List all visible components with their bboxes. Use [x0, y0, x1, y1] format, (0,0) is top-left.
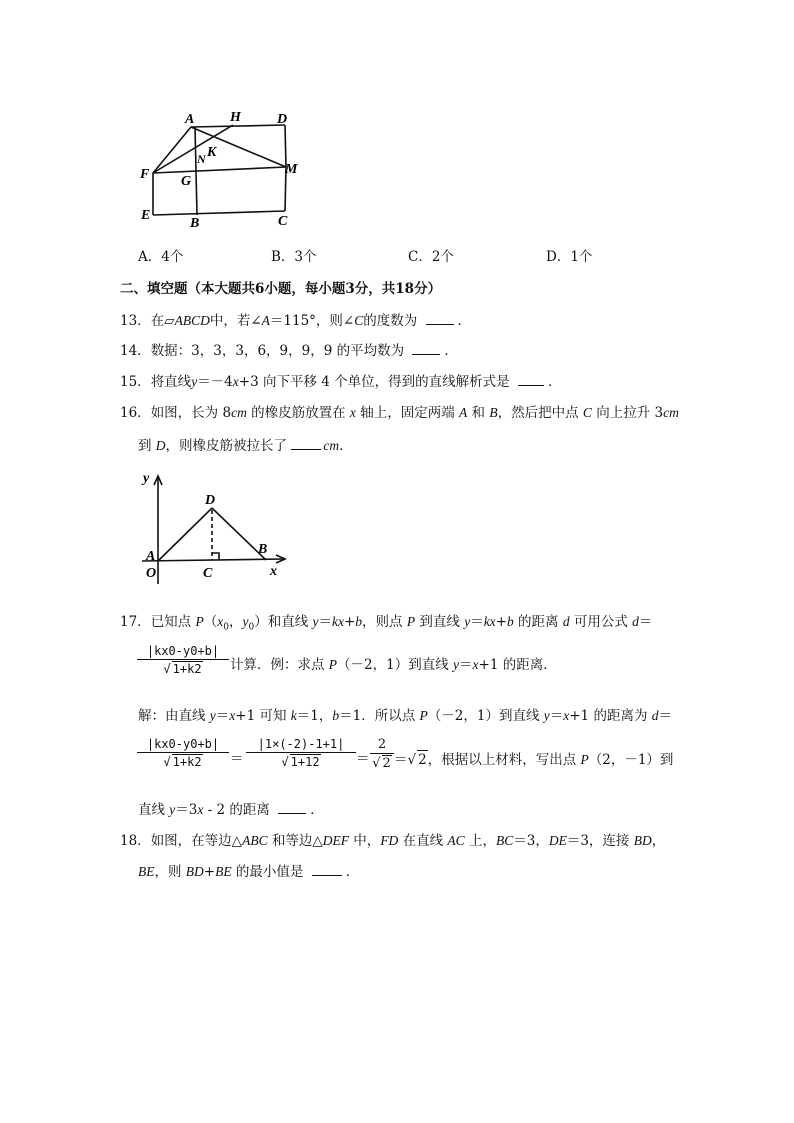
fig12-label-g: G	[181, 174, 192, 189]
fig12-label-m: M	[285, 162, 298, 177]
q12-option-d: D．1个	[546, 249, 593, 265]
answer-blank-18[interactable]	[312, 863, 342, 876]
question-18-line-2: BE，则 BD+BE 的最小值是 ．	[138, 864, 360, 880]
question-16-line-2: 到 D，则橡皮筋被拉长了 cm．	[138, 438, 353, 454]
fig12-label-e: E	[141, 208, 151, 223]
answer-blank-17[interactable]	[278, 801, 306, 814]
answer-blank-14[interactable]	[412, 342, 440, 355]
formula-fraction-3: |1×(-2)-1+1| √ 1+12	[246, 737, 356, 769]
fig16-label-y: y	[143, 471, 150, 486]
fig12-label-k: K	[207, 145, 217, 160]
q12-option-b: B．3个	[271, 249, 317, 265]
question-17-line-2: 计算．例：求点 P（－2，1）到直线 y＝x+1 的距离．	[230, 657, 557, 673]
formula-fraction-4: 2 √ 2	[370, 737, 394, 771]
q12-option-a: A．4个	[138, 249, 184, 265]
question-18-line-1: 18．如图，在等边△ABC 和等边△DEF 中，FD 在直线 AC 上，BC＝3，DE＝3，连接 BD，	[120, 833, 666, 849]
fig16-label-x: x	[270, 564, 277, 579]
fig12-label-d: D	[277, 112, 288, 127]
q16-coordinate-figure	[138, 466, 288, 586]
question-17-line-4: ＝√ 2，根据以上材料，写出点 P（2，－1）到	[394, 752, 674, 768]
section-heading-fill-blank: 二、填空题（本大题共6小题，每小题3分，共18分）	[120, 281, 442, 297]
fig12-label-a: A	[185, 112, 195, 127]
fig16-label-c: C	[203, 566, 213, 581]
q12-geometry-figure	[135, 105, 305, 230]
fig16-label-b: B	[258, 542, 268, 557]
question-15: 15．将直线y＝－4x+3 向下平移 4 个单位，得到的直线解析式是 ．	[120, 374, 562, 390]
fig16-label-d: D	[205, 493, 216, 508]
fig12-label-b: B	[190, 216, 200, 230]
question-14: 14．数据：3，3，3，6，9，9，9 的平均数为 ．	[120, 343, 458, 359]
fig12-label-f: F	[140, 167, 150, 182]
fig16-label-a: A	[146, 549, 156, 564]
q12-option-c: C．2个	[408, 249, 454, 265]
answer-blank-16[interactable]	[291, 437, 321, 450]
fig16-label-o: O	[146, 566, 157, 581]
question-13: 13．在▱ABCD中，若∠A＝115°，则∠C的度数为 ．	[120, 313, 472, 329]
fig12-label-c: C	[278, 214, 288, 229]
fig12-label-n: N	[197, 152, 206, 166]
answer-blank-15[interactable]	[518, 373, 544, 386]
question-17-line-5: 直线 y＝3x - 2 的距离 ．	[138, 802, 324, 818]
answer-blank-13[interactable]	[426, 312, 454, 325]
question-17-line-3: 解：由直线 y＝x+1 可知 k＝1，b＝1．所以点 P（－2，1）到直线 y＝x+1 的距离为 d＝	[138, 708, 672, 724]
formula-equals-2: ＝	[356, 751, 370, 767]
formula-equals-1: ＝	[230, 751, 244, 767]
fig12-label-h: H	[230, 110, 241, 125]
formula-fraction-2: |kx0-y0+b| √ 1+k2	[137, 737, 229, 769]
question-16-line-1: 16．如图，长为 8cm 的橡皮筋放置在 x 轴上，固定两端 A 和 B，然后把中点 C 向上拉升 3cm	[120, 405, 679, 421]
question-17-line-1: 17．已知点 $P(x_0$，$y_0$）和直线 y＝kx+b，则点 P 到直线 y＝kx+b 的距离 d 可用公式 d＝	[120, 614, 653, 633]
formula-fraction-1: |kx0-y0+b| √ 1+k2	[137, 644, 229, 676]
